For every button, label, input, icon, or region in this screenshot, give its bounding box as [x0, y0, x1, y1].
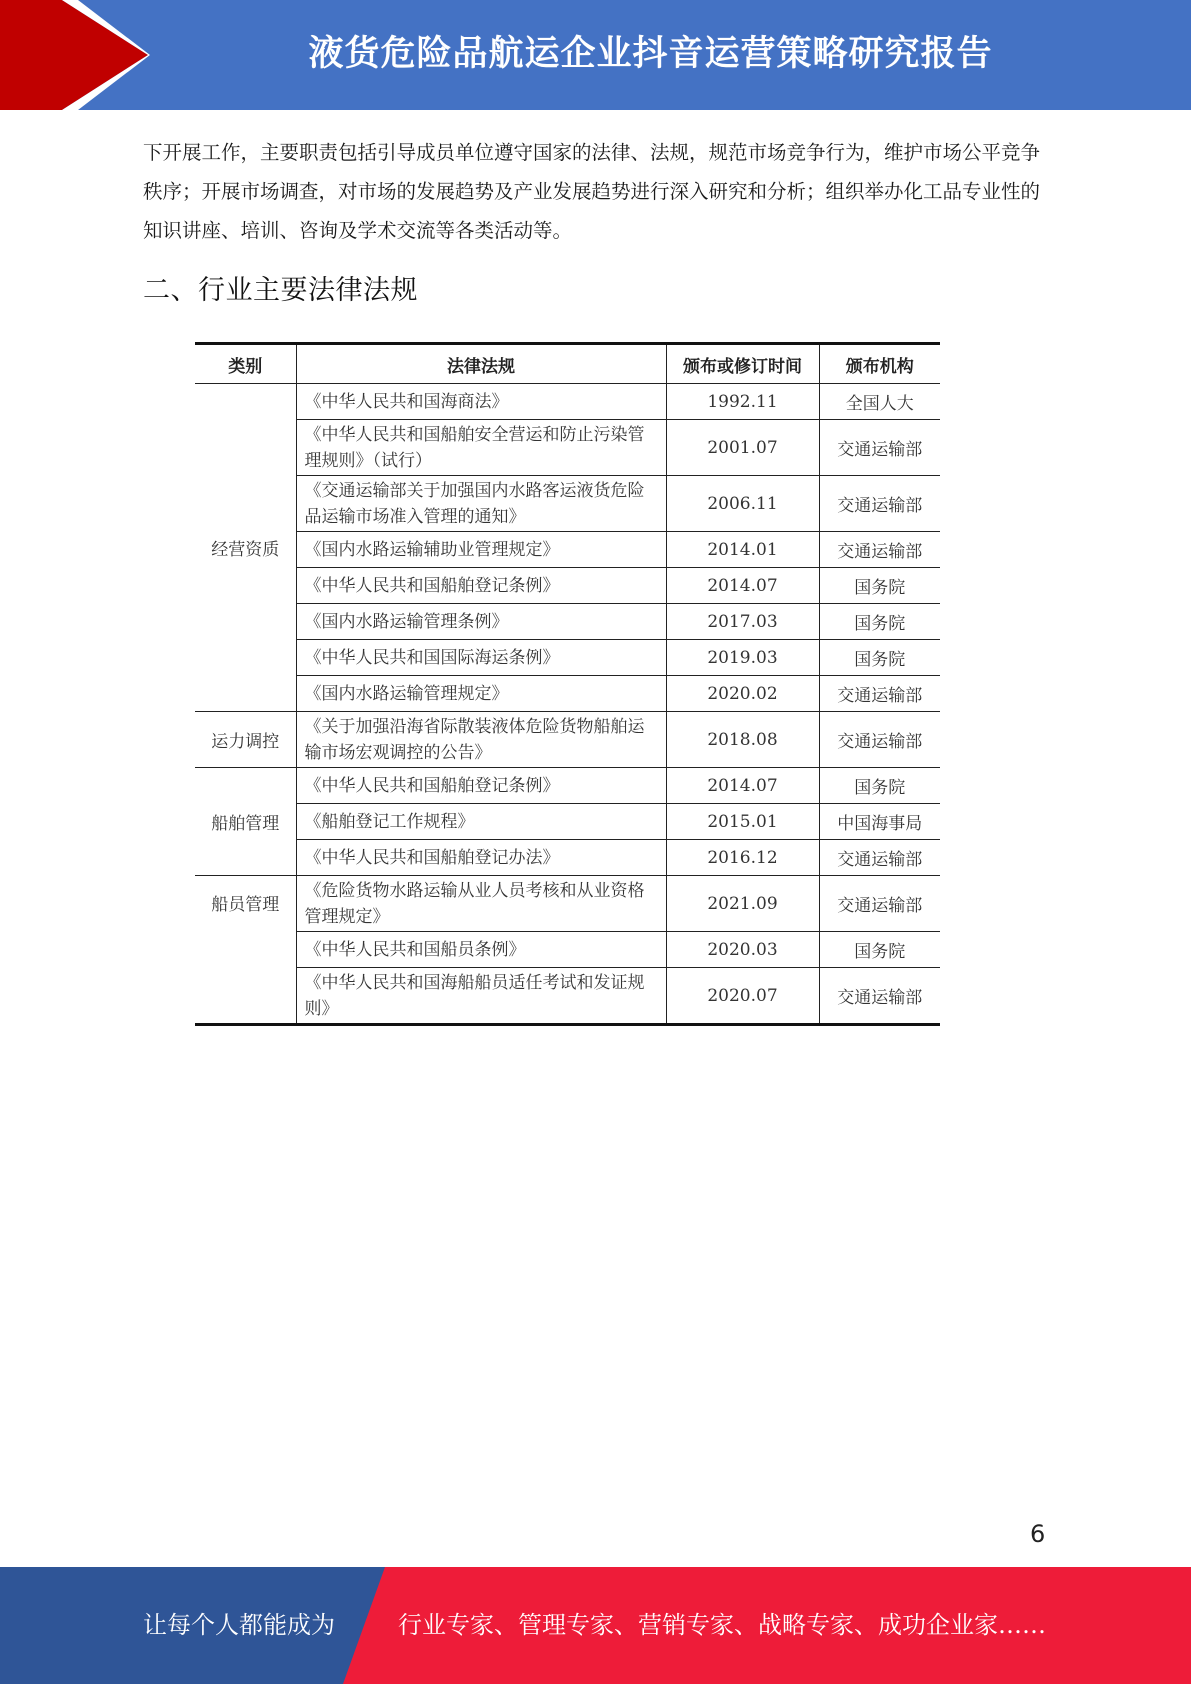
authority-cell: 交通运输部 — [819, 840, 940, 876]
law-cell: 《国内水路运输管理规定》 — [296, 676, 666, 712]
law-cell: 《中华人民共和国船员条例》 — [296, 932, 666, 968]
authority-cell: 中国海事局 — [819, 804, 940, 840]
authority-cell: 交通运输部 — [819, 476, 940, 532]
date-cell: 2006.11 — [666, 476, 819, 532]
law-cell: 《中华人民共和国船舶登记办法》 — [296, 840, 666, 876]
table-row — [195, 712, 940, 768]
date-cell: 2014.01 — [666, 532, 819, 568]
date-cell: 2016.12 — [666, 840, 819, 876]
category-cell: 运力调控 — [195, 712, 296, 768]
date-cell: 2020.07 — [666, 968, 819, 1025]
date-cell: 2019.03 — [666, 640, 819, 676]
date-cell: 2021.09 — [666, 876, 819, 932]
table-row — [195, 532, 940, 568]
law-cell: 《国内水路运输管理条例》 — [296, 604, 666, 640]
authority-cell: 交通运输部 — [819, 876, 940, 932]
law-cell: 《中华人民共和国国际海运条例》 — [296, 640, 666, 676]
intro-paragraph: 下开展工作，主要职责包括引导成员单位遵守国家的法律、法规，规范市场竞争行为，维护市场公平竞争秩序；开展市场调查，对市场的发展趋势及产业发展趋势进行深入研究和分析；组织举办化工品专业性的知识讲座、培训、咨询及学术交流等各类活动等。 — [143, 141, 1041, 242]
category-cell: 船员管理 — [195, 876, 296, 1025]
table-row — [195, 676, 940, 712]
authority-cell: 全国人大 — [819, 384, 940, 420]
table-row — [195, 840, 940, 876]
table-row — [195, 604, 940, 640]
header-chevron-decoration — [0, 0, 160, 110]
date-cell: 2017.03 — [666, 604, 819, 640]
section-heading: 二、行业主要法律法规 — [143, 275, 418, 306]
table-row — [195, 968, 940, 1025]
table-header-row — [195, 344, 940, 384]
table-row — [195, 384, 940, 420]
table-row — [195, 476, 940, 532]
table-row — [195, 568, 940, 604]
regulations-table-wrapper — [195, 342, 940, 1026]
page-header — [0, 0, 1191, 110]
authority-cell: 交通运输部 — [819, 968, 940, 1025]
column-header-authority: 颁布机构 — [819, 344, 940, 384]
page-footer — [0, 1567, 1191, 1684]
category-cell: 经营资质 — [195, 384, 296, 712]
table-row — [195, 420, 940, 476]
column-header-category: 类别 — [195, 344, 296, 384]
authority-cell: 国务院 — [819, 604, 940, 640]
table-row — [195, 932, 940, 968]
law-cell: 《中华人民共和国船舶登记条例》 — [296, 568, 666, 604]
authority-cell: 交通运输部 — [819, 676, 940, 712]
page-number: 6 — [1030, 1520, 1046, 1548]
date-cell: 2020.03 — [666, 932, 819, 968]
table-row — [195, 768, 940, 804]
footer-slogan-left: 让每个人都能成为 — [143, 1611, 335, 1639]
law-cell: 《中华人民共和国船舶安全营运和防止污染管理规则》（试行） — [296, 420, 666, 476]
date-cell: 1992.11 — [666, 384, 819, 420]
report-title: 液货危险品航运企业抖音运营策略研究报告 — [308, 34, 993, 74]
column-header-date: 颁布或修订时间 — [666, 344, 819, 384]
law-cell: 《中华人民共和国船舶登记条例》 — [296, 768, 666, 804]
footer-slogan-right: 行业专家、管理专家、营销专家、战略专家、成功企业家…… — [398, 1611, 1046, 1639]
date-cell: 2014.07 — [666, 568, 819, 604]
law-cell: 《危险货物水路运输从业人员考核和从业资格管理规定》 — [296, 876, 666, 932]
authority-cell: 交通运输部 — [819, 420, 940, 476]
date-cell: 2001.07 — [666, 420, 819, 476]
category-cell: 船舶管理 — [195, 768, 296, 876]
law-cell: 《国内水路运输辅助业管理规定》 — [296, 532, 666, 568]
date-cell: 2020.02 — [666, 676, 819, 712]
date-cell: 2015.01 — [666, 804, 819, 840]
authority-cell: 国务院 — [819, 640, 940, 676]
column-header-law: 法律法规 — [296, 344, 666, 384]
date-cell: 2014.07 — [666, 768, 819, 804]
law-cell: 《关于加强沿海省际散装液体危险货物船舶运输市场宏观调控的公告》 — [296, 712, 666, 768]
law-cell: 《中华人民共和国海船船员适任考试和发证规则》 — [296, 968, 666, 1025]
law-cell: 《交通运输部关于加强国内水路客运液货危险品运输市场准入管理的通知》 — [296, 476, 666, 532]
authority-cell: 国务院 — [819, 768, 940, 804]
table-row — [195, 640, 940, 676]
regulations-table — [195, 342, 940, 1026]
authority-cell: 国务院 — [819, 932, 940, 968]
authority-cell: 交通运输部 — [819, 532, 940, 568]
authority-cell: 交通运输部 — [819, 712, 940, 768]
date-cell: 2018.08 — [666, 712, 819, 768]
table-row — [195, 804, 940, 840]
table-row — [195, 876, 940, 932]
law-cell: 《船舶登记工作规程》 — [296, 804, 666, 840]
law-cell: 《中华人民共和国海商法》 — [296, 384, 666, 420]
authority-cell: 国务院 — [819, 568, 940, 604]
